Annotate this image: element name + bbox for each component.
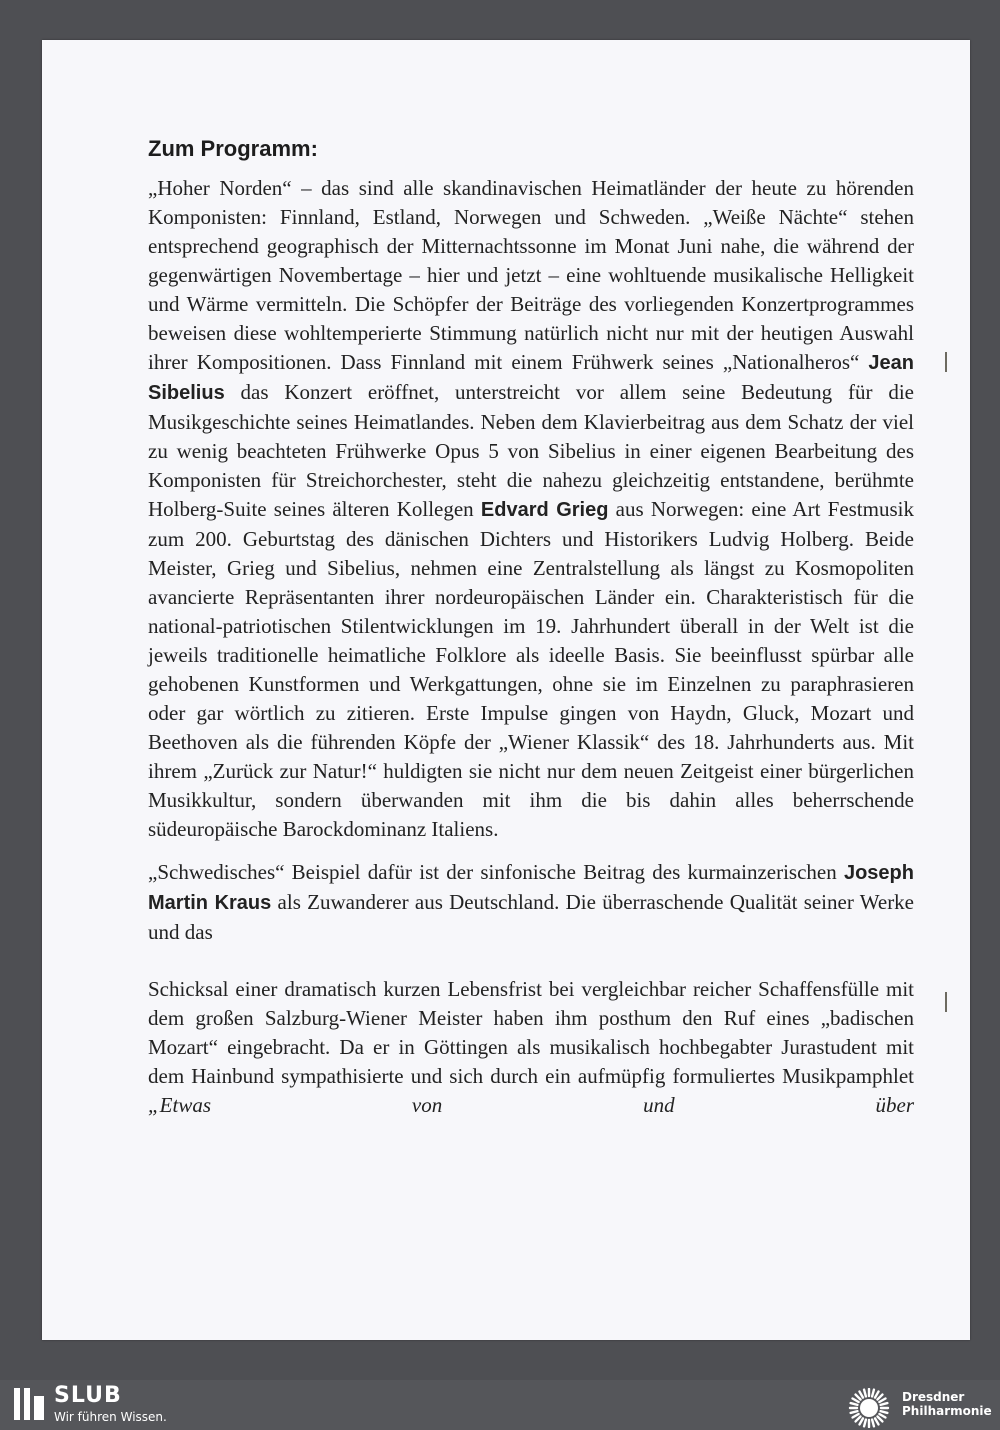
philharmonie-line-1: Dresdner bbox=[902, 1390, 965, 1404]
philharmonie-name[interactable] bbox=[902, 1390, 992, 1418]
edge-mark bbox=[945, 992, 947, 1012]
paragraph-1: „Hoher Norden“ – das sind alle skandinavischen Heimatländer der heute zu hörenden Komponisten: Finnland, Estland, Norwegen und Schweden. „Weiße Nächte“ stehen entsprechend geographisch der Mitternachtssonne im Monat Juni nahe, die während der gegenwärtigen Novembertage – hier und jetzt – eine wohltuende musikalische Helligkeit und Wärme vermitteln. Die Schöpfer der Beiträge des vorliegenden Konzertprogrammes beweisen diese wohltemperierte Stimmung natürlich nicht nur mit der heutigen Auswahl ihrer Kompositionen. Dass Finnland mit einem Frühwerk seines „Nationalheros“ Jean Sibelius das Konzert eröffnet, unterstreicht vor allem seine Bedeutung für die Musikgeschichte seines Heimatlandes. Neben dem Klavierbeitrag aus dem Schatz der viel zu wenig beachteten Frühwerke Opus 5 von Sibelius in einer eigenen Bearbeitung des Komponisten für Streichorchester, steht die nahezu gleichzeitig entstandene, berühmte Holberg-Suite seines älteren Kollegen Edvard Grieg aus Norwegen: eine Art Festmusik zum 200. Geburtstag des dänischen Dichters und Historikers Ludvig Holberg. Beide Meister, Grieg und Sibelius, nehmen eine Zentralstellung als längst zu Kosmopoliten avancierte Repräsentanten ihrer nordeuropäischen Länder ein. Charakteristisch für die national-patriotischen Stilentwicklungen im 19. Jahrhundert überall in der Welt ist die jeweils traditionelle heimatliche Folklore als ideelle Basis. Sie beeinflusst spürbar alle gehobenen Kunstformen und Werkgattungen, ohne sie im Einzelnen zu paraphrasieren oder gar wörtlich zu zitieren. Erste Impulse gingen von Haydn, Gluck, Mozart und Beethoven als die führenden Köpfe der „Wiener Klassik“ des 18. Jahrhunderts aus. Mit ihrem „Zurück zur Natur!“ huldigten sie nicht nur dem neuen Zeitgeist einer bürgerlichen Musikkultur, sondern überwanden mit ihm die bis dahin alles beherrschende südeuropäische Barockdominanz Italiens. bbox=[148, 176, 914, 841]
slub-tagline: Wir führen Wissen. bbox=[54, 1410, 167, 1424]
document-content bbox=[148, 136, 914, 1120]
composer-name: Jean Sibelius bbox=[148, 352, 914, 404]
document-page bbox=[42, 40, 970, 1340]
footer-bar bbox=[0, 1380, 1000, 1430]
edge-mark bbox=[945, 352, 947, 372]
slub-logo-icon[interactable] bbox=[14, 1388, 44, 1420]
slub-name[interactable]: SLUB bbox=[54, 1383, 122, 1408]
paragraph-3: Schicksal einer dramatisch kurzen Lebensfrist bei vergleichbar reicher Schaffensfülle mit dem großen Salzburg-Wiener Meister haben ihm posthum den Ruf eines „badischen Mozart“ eingebracht. Da er in Göttingen als musikalisch hochbegabter Jurastudent mit dem Hainbund sympathisierte und sich durch ein aufmüpfig formuliertes Musikpamphlet „Etwas von und über bbox=[148, 977, 914, 1117]
section-heading: Zum Programm: bbox=[148, 136, 318, 161]
composer-name: Edvard Grieg bbox=[480, 499, 609, 521]
philharmonie-sun-logo-icon[interactable] bbox=[843, 1388, 895, 1428]
paragraph-2: „Schwedisches“ Beispiel dafür ist der sinfonische Beitrag des kurmainzerischen Joseph Martin Kraus als Zuwanderer aus Deutschland. Die überraschende Qualität seiner Werke und das bbox=[148, 860, 915, 944]
composer-name: Joseph Martin Kraus bbox=[148, 862, 914, 914]
philharmonie-line-2: Philharmonie bbox=[902, 1404, 992, 1418]
italic-title: „Etwas von und über bbox=[148, 1093, 914, 1117]
